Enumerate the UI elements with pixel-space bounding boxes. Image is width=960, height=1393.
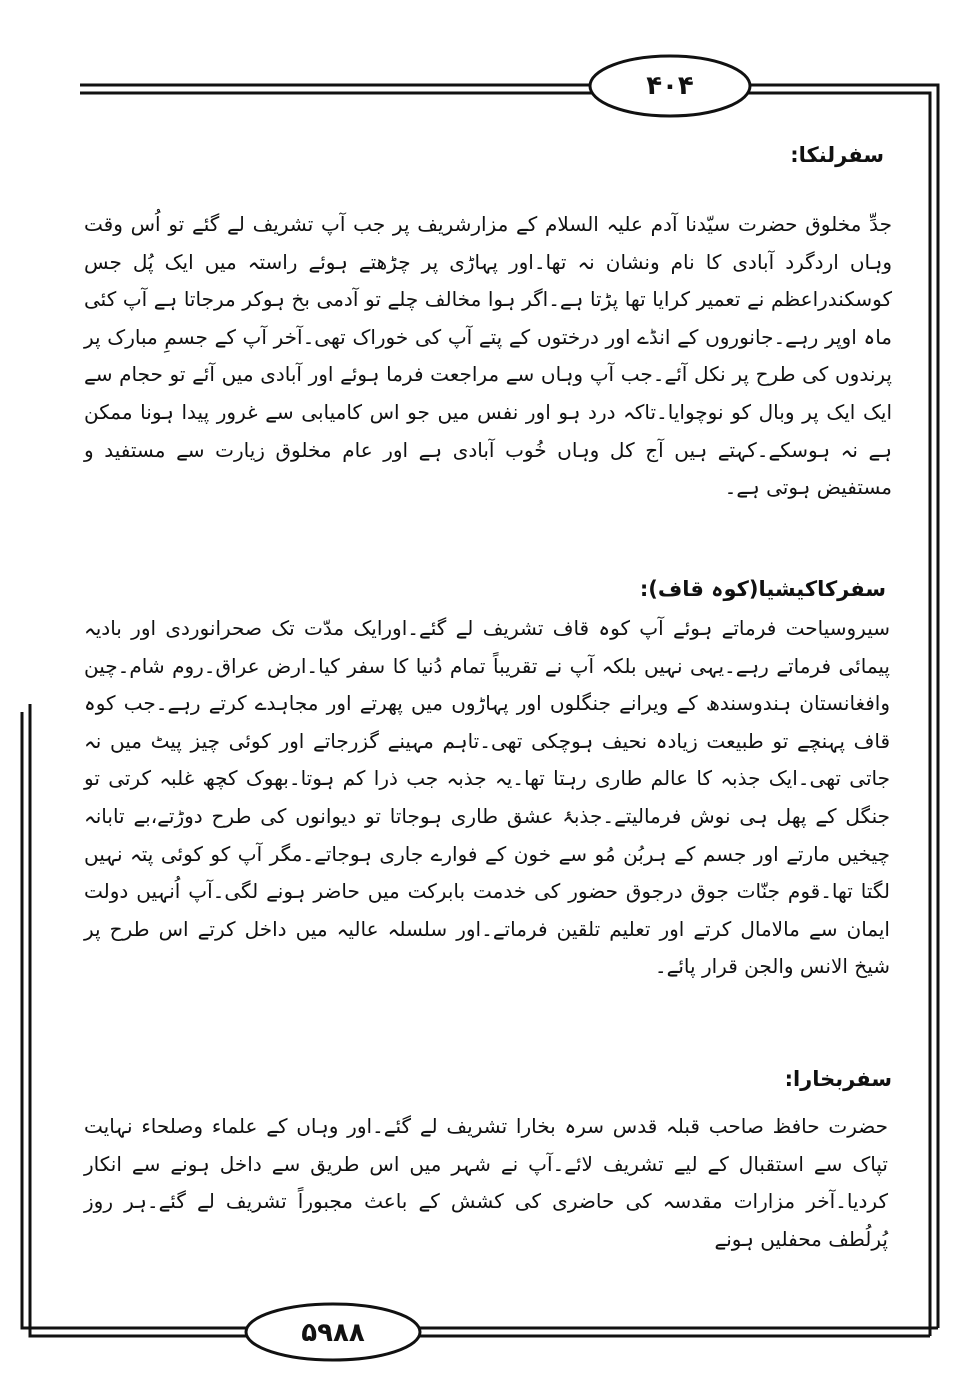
section-paragraph-bukhara: حضرت حافظ صاحب قبلہ قدس سرہ بخارا تشریف لے گئے۔اور وہاں کے علماء وصلحاء نہایت تپاک سے استقبال کے لیے تشریف لائے۔آپ نے شہر میں اس طریق سے داخل ہونے سے انکار کردیا۔آخر مزارات مقدسہ کی حاضری کی کشش کے باعث مجبوراً تشریف لے گئے۔ہر روز پُرلُطف محفلیں ہونے (84, 1114, 888, 1251)
section-heading-caucasus: سفرکاکیشیا(کوہ قاف): (639, 577, 886, 601)
bottom-page-number: ۵۹۸۸ (301, 1318, 365, 1348)
section-heading-bukhara: سفربخارا: (784, 1067, 892, 1091)
top-page-number: ۴۰۴ (646, 71, 694, 101)
section-paragraph-caucasus: سیروسیاحت فرماتے ہوئے آپ کوہ قاف تشریف لے گئے۔اورایک مدّت تک صحرانوردی اور بادیہ پیمائی فرماتے رہے۔یہی نہیں بلکہ آپ نے تقریباً تمام دُنیا کا سفر کیا۔ارض عراق۔روم شام۔چین وافغانستان ہندوسندھ کے ویرانے جنگلوں اور پہاڑوں میں پھرتے اور مجاہدے کرتے رہے۔جب کوہ قاف پہنچے تو طبیعت زیادہ نحیف ہوچکی تھی۔تاہم مہینے گزرجاتے اور کوئی چیز پیٹ میں نہ جاتی تھی۔ایک جذبہ کا عالم طاری رہتا تھا۔یہ جذبہ جب ذرا کم ہوتا۔بھوک کچھ غلبہ کرتی تو جنگل کے پھل ہی نوش فرمالیتے۔جذبۂ عشق طاری ہوجاتا تو دیوانوں کی طرح دوڑتے،بے تابانہ چیخیں مارتے اور جسم کے ہربُن مُو سے خون کے فوارے جاری ہوجاتے۔مگر آپ کو کوئی پتہ نہیں لگتا تھا۔قوم جنّات جوق درجوق حضور کی خدمت بابرکت میں حاضر ہونے لگی۔آپ اُنہیں دولت ایمان سے مالامال کرتے اور تعلیم تلقین فرماتے۔اور سلسلہ عالیہ میں داخل کرتے اس طرح پر شیخ الانس والجن قرار پائے۔ (84, 616, 890, 979)
section-heading-lanka: سفرلنکا: (790, 143, 884, 167)
section-paragraph-lanka: جدِّ مخلوق حضرت سیّدنا آدم علیہ السلام کے مزارشریف پر جب آپ تشریف لے گئے تو اُس وقت وہاں اردگرد آبادی کا نام ونشان نہ تھا۔اور پہاڑی پر چڑھتے ہوئے راستہ میں ایک پُل جس کوسکندراعظم نے تعمیر کرایا تھا پڑتا ہے۔اگر ہوا مخالف چلے تو آدمی بخ ہوکر مرجاتا ہے آپ کئی ماہ اوپر رہے۔جانوروں کے انڈے اور درختوں کے پتے آپ کی خوراک تھی۔آخر آپ کے جسمِ مبارک پر پرندوں کی طرح پر نکل آئے۔جب آپ وہاں سے مراجعت فرما ہوئے اور آبادی میں آئے تو حجام سے ایک ایک پر وبال کو نوچوایا۔تاکہ درد ہو اور نفس میں جو اس کامیابی سے غرور پیدا ہونا ممکن ہے نہ ہوسکے۔کہتے ہیں آج کل وہاں خُوب آبادی ہے اور عام مخلوق زیارت سے مستفید و مستفیض ہوتی ہے۔ (84, 212, 892, 500)
